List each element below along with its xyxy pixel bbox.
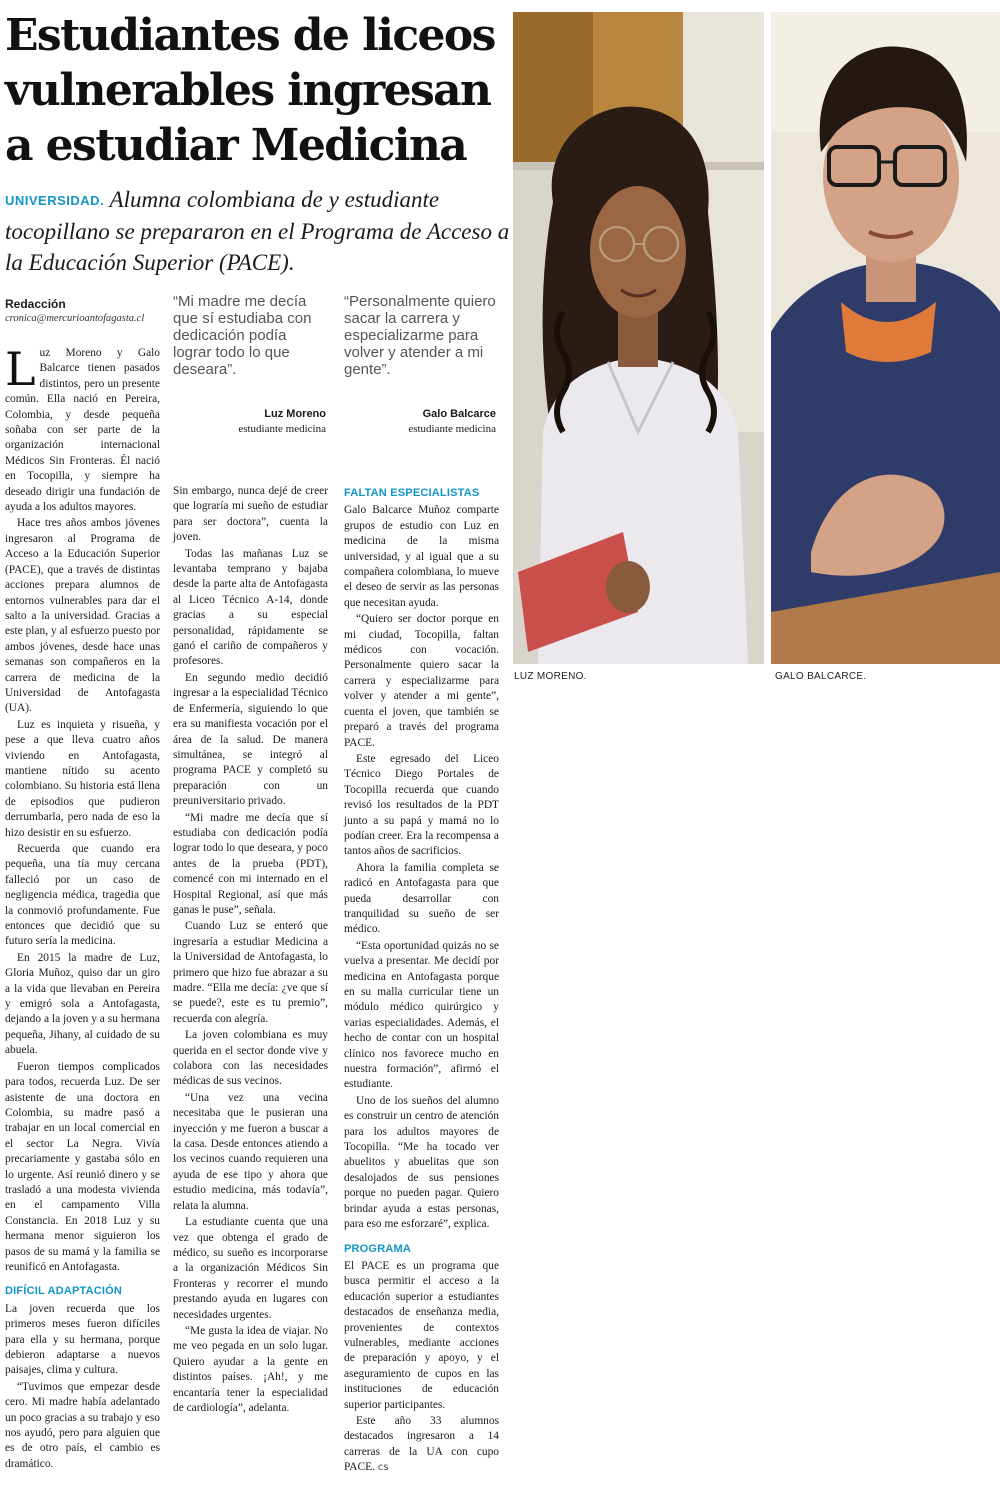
deck-text: Alumna colombiana de y estudiante tocopillano se prepararon en el Programa de Acceso a la Educación Superior (PACE). <box>5 187 510 275</box>
luz-moreno-illustration <box>513 12 764 664</box>
paragraph: Recuerda que cuando era pequeña, una tía muy cercana falleció por un caso de negligencia médica, tragedia que la conmovió profundamente. Fue entonces que decidió que su futuro sería la medicina. <box>5 843 160 948</box>
photo-galo-balcarce <box>771 12 1000 664</box>
quote-author: Luz Moreno <box>264 408 326 420</box>
photo-luz-moreno <box>513 12 764 664</box>
subheading-faltan-especialistas: FALTAN ESPECIALISTAS <box>344 487 480 499</box>
paragraph-text: Este año 33 alumnos destacados ingresaron a 14 carreras de la UA con cupo PACE. <box>344 1414 499 1474</box>
subheading-dificil-adaptacion: DIFÍCIL ADAPTACIÓN <box>5 1285 123 1298</box>
dropcap: L <box>5 342 36 396</box>
paragraph: “Una vez una vecina necesitaba que le pusieran una inyección y me fueron a buscar a la casa. Desde entonces atiendo a los vecinos cuando requieren una ayuda de ese tipo y ahora que estudio medicina, más todavía”, relata la alumna. <box>173 1091 328 1212</box>
pull-quote-galo: “Personalmente quiero sacar la carrera y especializarme para volver y atender a mi gente”. <box>344 293 496 378</box>
article-column-1 <box>5 342 160 1473</box>
pull-quote-luz: “Mi madre me decía que sí estudiaba con dedicación podía lograr todo lo que deseara”. <box>173 293 312 378</box>
photo-caption-luz: LUZ MORENO. <box>514 671 587 682</box>
paragraph: La joven recuerda que los primeros meses fueron difíciles para ella y su hermana, porque debieron adaptarse a nuevos paisajes, clima y cultura. <box>5 1302 160 1377</box>
paragraph: “Tuvimos que empezar desde cero. Mi madre había adelantado un poco gracias a su trabajo y eso nos ayudó, pero para alguien que es de otro país, el cambio es dramático. <box>5 1380 160 1470</box>
paragraph: Cuando Luz se enteró que ingresaría a estudiar Medicina a la Universidad de Antofagasta, lo primero que hizo fue abrazar a su madre. “Ella me decía: ¿ve que sí se puede?, este es tu premio”, recuerda con alegría. <box>173 920 328 1025</box>
paragraph: En segundo medio decidió ingresar a la especialidad Técnico de Enfermería, siguiendo lo que era su manifiesta vocación por el área de la salud. De manera simultánea, se integró al programa PACE y completó su preparación con un preuniversitario privado. <box>173 671 328 808</box>
paragraph: “Me gusta la idea de viajar. No me veo pegada en un solo lugar. Quiero ayudar a la gente en distintos países. ¡Ah!, y me encantaría tener la especialidad de cardiología”, adelanta. <box>173 1324 328 1414</box>
article-column-3 <box>344 486 499 1477</box>
paragraph: “Mi madre me decía que sí estudiaba con dedicación podía lograr todo lo que deseara, y poco antes de la prueba (PDT), comencé con mi internado en el Hospital Regional, así que más ganas le puse”, señala. <box>173 811 328 916</box>
paragraph: El PACE es un programa que busca permitir el acceso a la educación superior a estudiantes destacados de enseñanza media, provenientes de contextos vulnerables, mediante acciones de preparación y apoyo, y el aseguramiento de cupos en las instituciones de educación superior participantes. <box>344 1259 499 1411</box>
paragraph: “Quiero ser doctor porque en mi ciudad, Tocopilla, faltan médicos con vocación. Personalmente quiero sacar la carrera y especializarme para volver y atender a mi gente”, cuenta el joven, que también se preparó a través del programa PACE. <box>344 613 499 749</box>
paragraph: Sin embargo, nunca dejé de creer que lograría mi sueño de estudiar para ser doctora”, cuenta la joven. <box>173 485 328 544</box>
paragraph: Fueron tiempos complicados para todos, recuerda Luz. De ser asistente de una doctora en Colombia, su madre pasó a trabajar en un local comercial en el sector La Negra. Vivía precariamente y gastaba sólo en lo urgente. Así reunió dinero y se trasladó a una modesta vivienda en el campamento Villa Constancia. En 2018 Luz y su hermana menor siguieron los pasos de su mamá y la familia se reunificó en Antofagasta. <box>5 1060 160 1273</box>
end-mark-icon: cs <box>377 1462 389 1474</box>
photo-caption-galo: GALO BALCARCE. <box>775 671 867 682</box>
paragraph: La estudiante cuenta que una vez que obtenga el grado de médico, su sueño es incorporarse a la organización Médicos Sin Fronteras y recorrer el mundo prestando ayuda en lugares con necesidades urgentes. <box>173 1216 328 1321</box>
pull-quote-luz-attribution <box>172 408 326 435</box>
deck-kicker: UNIVERSIDAD. <box>5 193 105 208</box>
byline-email: cronica@mercurioantofagasta.cl <box>5 313 145 324</box>
pull-quote-galo-attribution <box>342 408 496 435</box>
paragraph: “Esta oportunidad quizás no se vuelva a presentar. Me decidí por medicina en Antofagasta porque en su malla curricular tiene un módulo médico quirúrgico y varias especialidades. Además, el hecho de contar con un hospital clínico nos favorece mucho en nuestra formación”, afirmó el estudiante. <box>344 939 499 1091</box>
paragraph: Luz es inquieta y risueña, y pese a que lleva cuatro años viviendo en Antofagasta, mantiene nítido su acento colombiano. Su historia está llena de episodios que pudieron derrumbarla, pero nada de eso la hizo desistir en su esfuerzo. <box>5 718 160 839</box>
paragraph: Este egresado del Liceo Técnico Diego Portales de Tocopilla recuerda que cuando revisó los resultados de la PDT junto a su papá y mamá no lo podían creer. Era la recompensa a tantos años de sacrificios. <box>344 752 499 858</box>
byline-name: Redacción <box>5 297 66 311</box>
quote-role: estudiante medicina <box>408 423 496 435</box>
quote-author: Galo Balcarce <box>422 408 496 420</box>
paragraph: En 2015 la madre de Luz, Gloria Muñoz, quiso dar un giro a la vida que llevaban en Pereira y emigró sola a Antofagasta, dejando a la joven y a su hermana pequeña, Jihany, al cuidado de su abuela. <box>5 951 160 1057</box>
paragraph <box>5 342 160 515</box>
paragraph: Todas las mañanas Luz se levantaba temprano y bajaba desde la parte alta de Antofagasta al Liceo Técnico A-14, donde gracias a su especial personalidad, rápidamente se ganó el cariño de compañeros y profesores. <box>173 547 328 668</box>
paragraph: Ahora la familia completa se radicó en Antofagasta para que pueda desarrollar con tranquilidad su sueño de ser médico. <box>344 861 499 936</box>
subheading-programa: PROGRAMA <box>344 1242 411 1255</box>
paragraph-text: uz Moreno y Galo Balcarce tienen pasados distintos, pero un presente común. Ella nació en Pereira, Colombia, y desde pequeña soñaba con ser parte de la organización internacional Médicos Sin Fronteras. Él nació en Tocopilla, y siempre ha deseado dirigir una fundación de ayuda a los adultos mayores. <box>5 347 160 514</box>
deck <box>5 184 510 278</box>
paragraph: Galo Balcarce Muñoz comparte grupos de estudio con Luz en medicina de la misma universidad, y al igual que a su compañera colombiana, lo mueve el deseo de servir as las personas que necesitan ayuda. <box>344 504 499 609</box>
paragraph <box>344 1414 499 1476</box>
paragraph: La joven colombiana es muy querida en el sector donde vive y colabora con las necesidades médicas de sus vecinos. <box>173 1029 328 1088</box>
paragraph: Uno de los sueños del alumno es construir un centro de atención para los adultos mayores de Tocopilla. “Me ha tocado ver abuelitos y abuelitas que son desalojados de sus pensiones porque no pueden pagar. Quiero brindar ayuda a estas personas, para eso me esforzaré”, explica. <box>344 1094 499 1231</box>
byline <box>5 297 165 324</box>
quote-role: estudiante medicina <box>238 423 326 435</box>
paragraph: Hace tres años ambos jóvenes ingresaron al Programa de Acceso a la Educación Superior (PACE), que a través de distintas acciones prepara alumnos de entornos vulnerables para dar el salto a la universidad. Gracias a este plan, y al esfuerzo puesto por ambos jóvenes, desde hace unas semanas son compañeros en la carrera de medicina de la Universidad de Antofagasta (UA). <box>5 517 160 715</box>
article-column-2 <box>173 484 328 1417</box>
headline: Estudiantes de liceos vulnerables ingresan a estudiar Medicina <box>5 10 495 171</box>
galo-balcarce-illustration <box>771 12 1000 664</box>
